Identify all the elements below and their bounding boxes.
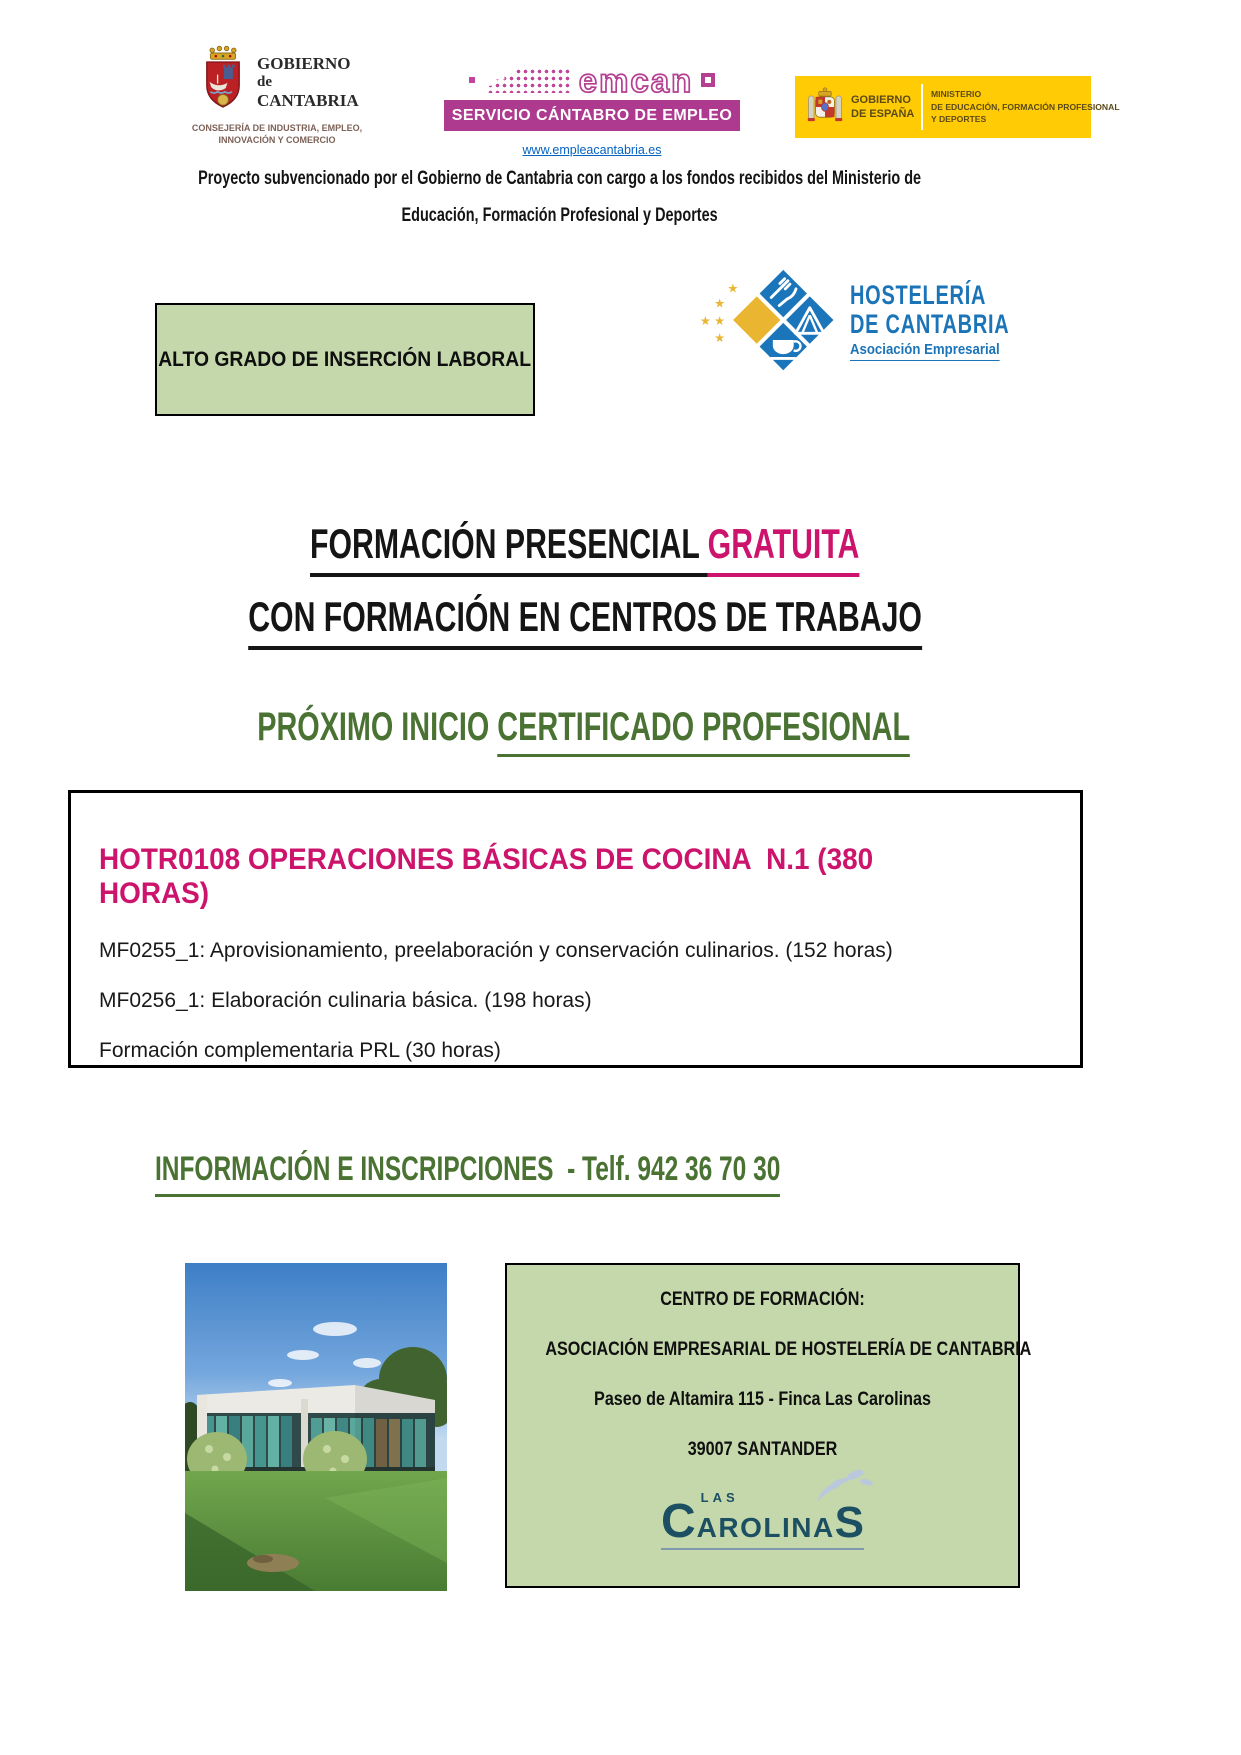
- emcan-square-icon: [701, 73, 715, 87]
- svg-text:★: ★: [699, 313, 711, 328]
- subsidy-note: Proyecto subvencionado por el Gobierno de Cantabria con cargo a los fondos recibidos del Ministerio de Educación, Formación Profesional y Deportes: [198, 168, 922, 226]
- hosteleria-logo: [698, 260, 1066, 382]
- center-city: 39007 SANTANDER: [687, 1439, 838, 1460]
- course-module: Formación complementaria PRL (30 horas): [99, 1039, 501, 1062]
- emcan-website-link[interactable]: www.empleacantabria.es: [522, 143, 662, 157]
- spain-ministry-logo: [795, 76, 1120, 138]
- carolinas-flourish-icon: [808, 1467, 874, 1505]
- svg-text:★: ★: [727, 281, 739, 296]
- svg-text:★: ★: [714, 296, 726, 311]
- carolinas-wordmark: C LAS AROLINAS: [660, 1490, 865, 1548]
- main-heading: FORMACIÓN PRESENCIAL GRATUITA: [0, 478, 1120, 610]
- center-info-box: [505, 1263, 1032, 1588]
- building-photo-illustration: [185, 1263, 447, 1591]
- spain-logo-divider: [921, 84, 923, 130]
- center-name: ASOCIACIÓN EMPRESARIAL DE HOSTELERÍA DE CANTABRIA: [545, 1339, 1032, 1360]
- next-start-heading: PRÓXIMO INICIO CERTIFICADO PROFESIONAL: [0, 664, 1120, 790]
- insertion-highlight-box: [155, 303, 535, 416]
- hosteleria-wordmark: HOSTELERÍA DE CANTABRIA Asociación Empresarial: [850, 281, 1066, 361]
- cantabria-dept-label: CONSEJERÍA DE INDUSTRIA, EMPLEO, INNOVACIÓN Y COMERCIO: [191, 123, 363, 145]
- sub-heading: CON FORMACIÓN EN CENTROS DE TRABAJO: [0, 551, 1120, 683]
- cantabria-gov-title: GOBIERNO de CANTABRIA: [257, 54, 359, 110]
- emcan-dots-icon: [479, 67, 571, 93]
- course-box: [68, 790, 1083, 1068]
- cantabria-logo: [191, 42, 376, 146]
- cantabria-crest-icon: [196, 42, 250, 118]
- center-address: Paseo de Altamira 115 - Finca Las Carolinas: [594, 1389, 931, 1410]
- emcan-wordmark: emcan: [578, 61, 694, 99]
- hosteleria-diamond-icon: [698, 260, 842, 382]
- center-heading: CENTRO DE FORMACIÓN:: [660, 1289, 865, 1310]
- info-heading: INFORMACIÓN E INSCRIPCIONES - Telf. 942 36 70 30: [155, 1150, 1023, 1197]
- emcan-dot-icon: [469, 77, 475, 83]
- insertion-label: ALTO GRADO DE INSERCIÓN LABORAL: [158, 347, 532, 371]
- course-module: MF0255_1: Aprovisionamiento, preelaboración y conservación culinarios. (152 horas): [99, 939, 893, 962]
- svg-text:★: ★: [714, 330, 726, 345]
- emcan-logo: [444, 60, 740, 159]
- las-carolinas-logo: [661, 1491, 864, 1550]
- spain-ministry-label: MINISTERIO DE EDUCACIÓN, FORMACIÓN PROFESIONAL Y DEPORTES: [931, 89, 1120, 125]
- course-module: MF0256_1: Elaboración culinaria básica. (198 horas): [99, 989, 592, 1012]
- carolinas-underline: [661, 1548, 864, 1550]
- course-title: HOTR0108 OPERACIONES BÁSICAS DE COCINA N.1 (380 HORAS): [99, 843, 881, 910]
- spain-coat-of-arms-icon: [807, 85, 843, 129]
- emcan-banner: SERVICIO CÁNTABRO DE EMPLEO: [444, 100, 740, 131]
- svg-text:★: ★: [714, 313, 726, 328]
- training-center-photo: [185, 1263, 447, 1591]
- spain-gov-label: GOBIERNO DE ESPAÑA: [851, 93, 915, 120]
